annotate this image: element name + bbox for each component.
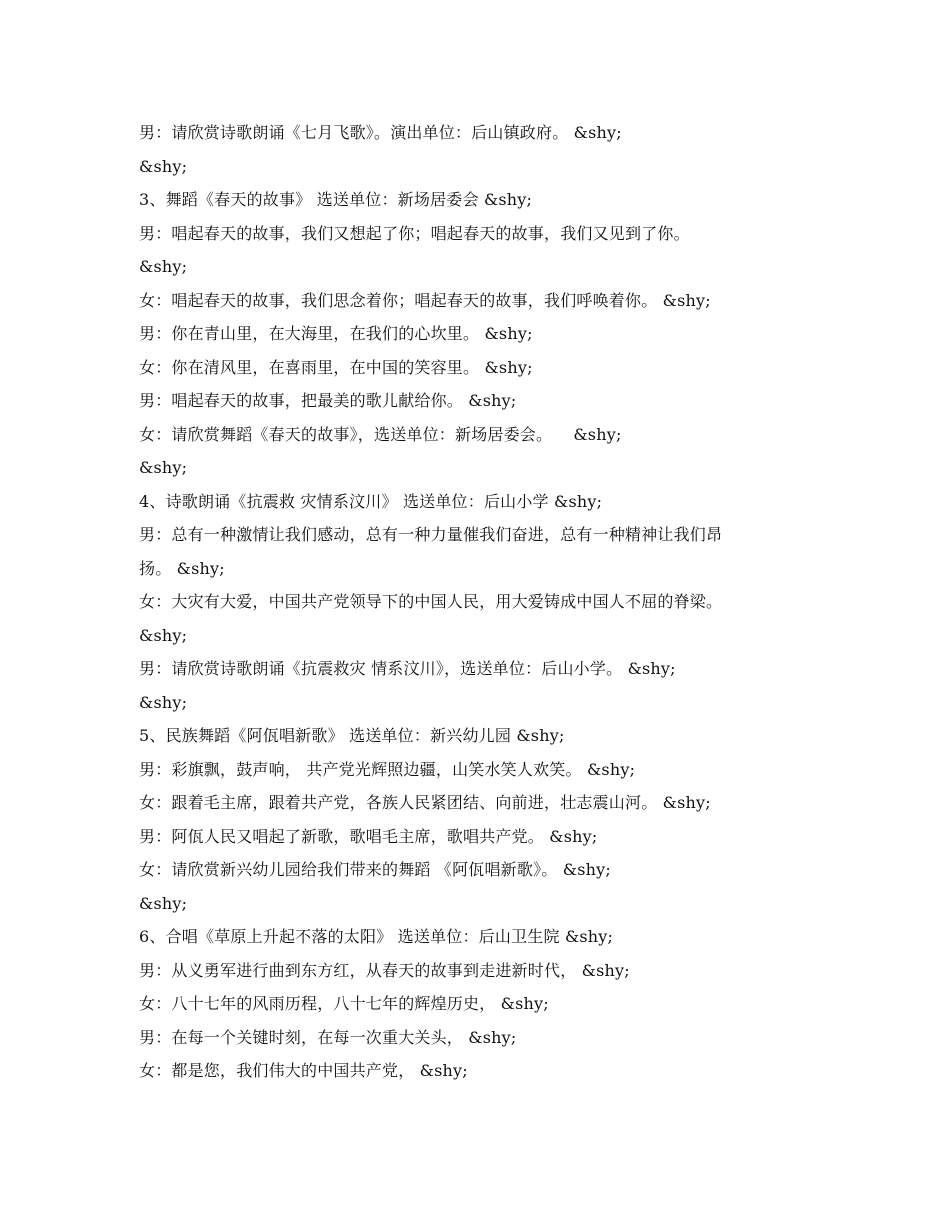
text-line: 4、诗歌朗诵《抗震救 灾情系汶川》 选送单位：后山小学 &shy;: [139, 491, 603, 511]
text-line: 女：唱起春天的故事，我们思念着你；唱起春天的故事，我们呼唤着你。 &shy;: [139, 290, 711, 310]
text-line: &shy;: [139, 625, 188, 645]
text-line: &shy;: [139, 458, 188, 477]
text-line: &shy;: [139, 156, 188, 176]
text-line: 女：大灾有大爱，中国共产党领导下的中国人民，用大爱铸成中国人不屈的脊梁。: [139, 592, 723, 611]
text-line: 男：唱起春天的故事，把最美的歌儿献给你。 &shy;: [139, 391, 517, 410]
text-line: 女：都是您，我们伟大的中国共产党， &shy;: [139, 1061, 468, 1080]
text-line: 女：你在清风里，在喜雨里，在中国的笑容里。 &shy;: [139, 357, 533, 377]
text-line: 男：请欣赏诗歌朗诵《七月飞歌》。演出单位：后山镇政府。 &shy;: [139, 123, 622, 142]
text-line: &shy;: [139, 893, 188, 913]
text-line: 扬。 &shy;: [139, 558, 225, 578]
text-line: &shy;: [139, 692, 188, 712]
text-line: 男：请欣赏诗歌朗诵《抗震救灾 情系汶川》，选送单位：后山小学。 &shy;: [139, 659, 676, 678]
text-line: 男：你在青山里，在大海里，在我们的心坎里。 &shy;: [139, 324, 533, 343]
text-line: 男：在每一个关键时刻，在每一次重大关头， &shy;: [139, 1027, 517, 1047]
text-line: 男：总有一种激情让我们感动，总有一种力量催我们奋进，总有一种精神让我们昂: [139, 525, 723, 544]
text-line: 5、民族舞蹈《阿佤唱新歌》 选送单位：新兴幼儿园 &shy;: [139, 726, 565, 745]
text-line: 3、舞蹈《春天的故事》 选送单位：新场居委会 &shy;: [139, 190, 533, 209]
text-line: 男：唱起春天的故事，我们又想起了你；唱起春天的故事，我们又见到了你。: [139, 223, 690, 243]
text-line: 女：跟着毛主席，跟着共产党，各族人民紧团结、向前进，壮志震山河。 &shy;: [139, 793, 711, 812]
text-line: 女：请欣赏新兴幼儿园给我们带来的舞蹈 《阿佤唱新歌》。 &shy;: [139, 860, 611, 879]
text-line: 男：从义勇军进行曲到东方红，从春天的故事到走进新时代， &shy;: [139, 960, 630, 980]
text-line: 女：请欣赏舞蹈《春天的故事》，选送单位：新场居委会。 &shy;: [139, 424, 622, 444]
text-line: 男：彩旗飘，鼓声响， 共产党光辉照边疆，山笑水笑人欢笑。 &shy;: [139, 759, 636, 779]
document-body: [139, 116, 829, 1088]
text-line: &shy;: [139, 257, 188, 276]
text-line: 男：阿佤人民又唱起了新歌，歌唱毛主席，歌唱共产党。 &shy;: [139, 826, 598, 846]
text-line: 6、合唱《草原上升起不落的太阳》 选送单位：后山卫生院 &shy;: [139, 927, 614, 946]
text-line: 女：八十七年的风雨历程，八十七年的辉煌历史， &shy;: [139, 994, 549, 1013]
